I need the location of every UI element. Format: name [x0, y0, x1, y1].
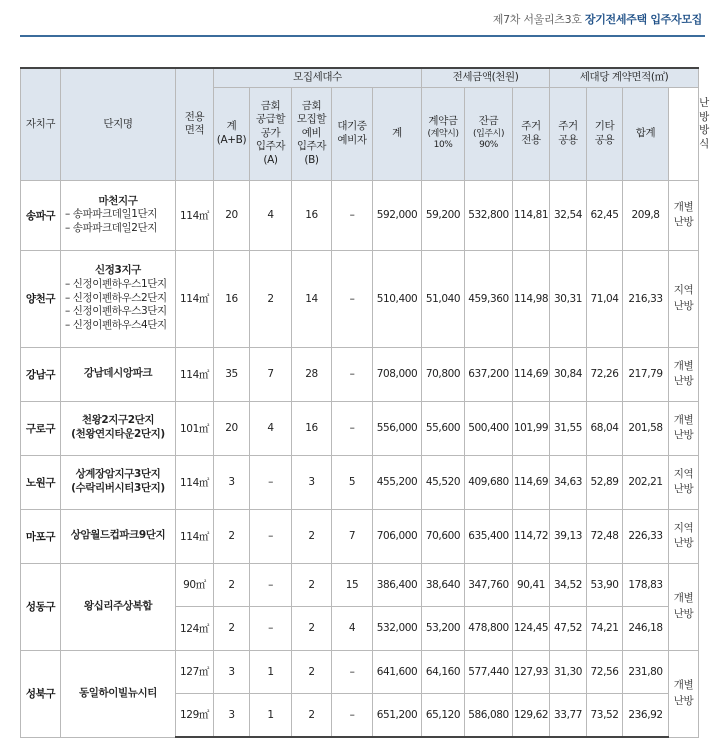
housing-table: 자치구 단지명 전용 면적 모집세대수 전세금액(천원) 세대당 계약면적(㎡) 난방 방식 계 (A+B) 금회 공급할 공가 입주자 (A) 금회 모집할 예비 입주자 (B) 대기중 예비자 계 계약금 (계약시) 10% 잔금 (입주시) 90% 주거 전용 주거 공용 기타 공용 합계 송파구 마천지구 – 송파파크데일1단지 – 송파파크데일2단지 114㎡ 20 4 16 – 592,000 59,200 532,800 114,81 32,54 62,45 209,8 개별 난방 양천구 신정3지구 – 신정이펜하우스1단지 – 신정이펜하우스2단지 – 신정이펜하우스3단지 – 신정이펜하우스4단지 114㎡ 16 2 14 – 510,400 51,040 459,360 114,98 30,31 71,04 216,33 지역 난방 강남구 강남데시앙파크 114㎡ 35 7 28 – 708,000 70,800 637,200 114,69 30,84 72,26 217,79 개별 난방 구로구 천왕2지구2단지 (천왕연지타운2단지) 101㎡ 20 4 16 – 556,000 55,600 500,400 101,99 31,55 68,04 201,58 개별 난방 노원구 상계장암지구3단지 (수락리버시티3단지) 114㎡ 3 – 3 5 455,200 45,520 409,680 114,69 34,63 52,89 202,21 지역 난방 마포구 상암월드컵파크9단지 114㎡ 2 – 2 7 706,000 70,600 635,400 114,72 39,13 72,48 226,33 지역 난방 성동구 왕십리주상복합 90㎡ 2 – 2 15 386,400 38,640 347,760 90,41 34,52 53,90 178,83 개별 난방 124㎡ 2 – 2 4 532,000 53,200 478,800 124,45 47,52 74,21 246,18 성북구 동일하이빌뉴시티 127㎡ 3 1 2 – 641,600 64,160 577,440 127,93 31,30 72,56 231,80 개별 난방 129㎡ 3 1 2 – 651,200 65,120 586,080 129,62 33,77 73,52 236,92 — [20, 67, 699, 738]
cell-res-excl: 114,69 — [513, 347, 550, 401]
cell-balance: 586,080 — [465, 693, 513, 737]
cell-other: 72,56 — [587, 650, 623, 693]
cell-area: 114㎡ — [176, 509, 214, 563]
cell-balance: 637,200 — [465, 347, 513, 401]
heating-cell: 개별 난방 — [669, 563, 699, 650]
cell-b: 2 — [292, 693, 332, 737]
cell-sum: 226,33 — [623, 509, 669, 563]
cell-area: 129㎡ — [176, 693, 214, 737]
complex-cell — [61, 650, 176, 737]
cell-balance: 500,400 — [465, 401, 513, 455]
header-divider — [20, 35, 705, 37]
complex-cell — [61, 347, 176, 401]
cell-res-excl: 114,81 — [513, 180, 550, 250]
table-row — [21, 650, 699, 693]
cell-total: 20 — [214, 180, 250, 250]
cell-deposit: 45,520 — [422, 455, 465, 509]
heating-cell: 개별 난방 — [669, 347, 699, 401]
complex-cell — [61, 401, 176, 455]
district-cell: 송파구 — [21, 180, 61, 250]
cell-balance: 478,800 — [465, 606, 513, 650]
cell-price-total: 708,000 — [373, 347, 422, 401]
cell-a: 1 — [250, 650, 292, 693]
cell-a: 2 — [250, 250, 292, 347]
cell-price-total: 651,200 — [373, 693, 422, 737]
cell-res-excl: 90,41 — [513, 563, 550, 606]
cell-deposit: 38,640 — [422, 563, 465, 606]
table-row — [21, 180, 699, 250]
cell-res-common: 30,31 — [550, 250, 587, 347]
cell-sum: 202,21 — [623, 455, 669, 509]
cell-price-total: 532,000 — [373, 606, 422, 650]
heating-cell: 개별 난방 — [669, 650, 699, 737]
cell-balance: 532,800 — [465, 180, 513, 250]
col-price-deposit-sub: (계약시) 10% — [427, 128, 459, 151]
cell-price-total: 556,000 — [373, 401, 422, 455]
cell-sum: 216,33 — [623, 250, 669, 347]
col-price-deposit — [422, 87, 465, 180]
heating-cell: 지역 난방 — [669, 250, 699, 347]
header-prefix: 제7차 서울리츠3호 — [492, 13, 582, 26]
col-price-balance-label: 잔금 — [478, 115, 499, 128]
complex-cell — [61, 250, 176, 347]
complex-name: 왕십리주상복합 — [83, 599, 153, 612]
cell-res-excl: 124,45 — [513, 606, 550, 650]
table-row — [21, 347, 699, 401]
cell-deposit: 65,120 — [422, 693, 465, 737]
cell-deposit: 51,040 — [422, 250, 465, 347]
complex-name: 신정3지구 — [95, 264, 141, 277]
complex-name: 상계장암지구3단지 (수락리버시티3단지) — [71, 468, 165, 494]
cell-a: – — [250, 606, 292, 650]
cell-sum: 231,80 — [623, 650, 669, 693]
col-price-balance — [465, 87, 513, 180]
district-cell: 강남구 — [21, 347, 61, 401]
cell-a: 1 — [250, 693, 292, 737]
cell-sum: 201,58 — [623, 401, 669, 455]
col-group-price: 전세금액(천원) — [422, 68, 550, 87]
cell-res-excl: 101,99 — [513, 401, 550, 455]
cell-price-total: 386,400 — [373, 563, 422, 606]
page-header — [0, 0, 725, 40]
col-price-total: 계 — [373, 87, 422, 180]
cell-wait: 4 — [332, 606, 373, 650]
cell-deposit: 64,160 — [422, 650, 465, 693]
col-recruit-wait: 대기중 예비자 — [332, 87, 373, 180]
cell-a: 4 — [250, 401, 292, 455]
cell-res-common: 34,52 — [550, 563, 587, 606]
cell-wait: – — [332, 347, 373, 401]
col-complex: 단지명 — [61, 68, 176, 180]
col-area-res-common: 주거 공용 — [550, 87, 587, 180]
district-cell: 성북구 — [21, 650, 61, 737]
heating-cell: 지역 난방 — [669, 455, 699, 509]
cell-res-common: 39,13 — [550, 509, 587, 563]
cell-balance: 459,360 — [465, 250, 513, 347]
col-district: 자치구 — [21, 68, 61, 180]
cell-deposit: 59,200 — [422, 180, 465, 250]
cell-a: – — [250, 509, 292, 563]
cell-area: 114㎡ — [176, 347, 214, 401]
cell-wait: – — [332, 401, 373, 455]
cell-b: 2 — [292, 563, 332, 606]
heating-cell: 개별 난방 — [669, 180, 699, 250]
col-recruit-b: 금회 모집할 예비 입주자 (B) — [292, 87, 332, 180]
district-cell: 노원구 — [21, 455, 61, 509]
col-area: 전용 면적 — [176, 68, 214, 180]
district-cell: 구로구 — [21, 401, 61, 455]
cell-res-excl: 114,72 — [513, 509, 550, 563]
cell-price-total: 592,000 — [373, 180, 422, 250]
sub-complex-name: – 송파파크데일2단지 — [65, 221, 158, 234]
district-cell: 성동구 — [21, 563, 61, 650]
cell-wait: – — [332, 693, 373, 737]
complex-cell — [61, 563, 176, 650]
cell-total: 2 — [214, 509, 250, 563]
complex-cell — [61, 455, 176, 509]
col-group-contract-area: 세대당 계약면적(㎡) — [550, 68, 699, 87]
cell-total: 20 — [214, 401, 250, 455]
cell-a: – — [250, 455, 292, 509]
cell-res-excl: 129,62 — [513, 693, 550, 737]
col-recruit-total: 계 (A+B) — [214, 87, 250, 180]
sub-complex-name: – 신정이펜하우스1단지 — [65, 278, 167, 291]
cell-total: 2 — [214, 563, 250, 606]
cell-other: 72,48 — [587, 509, 623, 563]
col-price-deposit-label: 계약금 — [428, 115, 458, 128]
cell-other: 62,45 — [587, 180, 623, 250]
cell-area: 124㎡ — [176, 606, 214, 650]
district-cell: 마포구 — [21, 509, 61, 563]
table-row — [21, 250, 699, 347]
table-row — [21, 563, 699, 606]
cell-other: 53,90 — [587, 563, 623, 606]
cell-res-common: 31,30 — [550, 650, 587, 693]
cell-sum: 246,18 — [623, 606, 669, 650]
cell-res-common: 33,77 — [550, 693, 587, 737]
cell-price-total: 641,600 — [373, 650, 422, 693]
district-cell: 양천구 — [21, 250, 61, 347]
cell-area: 114㎡ — [176, 455, 214, 509]
cell-b: 2 — [292, 650, 332, 693]
cell-other: 72,26 — [587, 347, 623, 401]
cell-total: 35 — [214, 347, 250, 401]
col-area-res-excl: 주거 전용 — [513, 87, 550, 180]
sub-complex-name: – 신정이펜하우스3단지 — [65, 305, 167, 318]
cell-total: 2 — [214, 606, 250, 650]
col-group-recruit: 모집세대수 — [214, 68, 422, 87]
cell-sum: 236,92 — [623, 693, 669, 737]
cell-total: 3 — [214, 693, 250, 737]
cell-res-common: 47,52 — [550, 606, 587, 650]
cell-res-common: 34,63 — [550, 455, 587, 509]
cell-other: 73,52 — [587, 693, 623, 737]
table-row — [21, 509, 699, 563]
cell-area: 114㎡ — [176, 250, 214, 347]
header-title: 장기전세주택 입주자모집 — [584, 13, 702, 26]
cell-deposit: 70,800 — [422, 347, 465, 401]
complex-cell — [61, 509, 176, 563]
cell-res-excl: 114,69 — [513, 455, 550, 509]
cell-deposit: 70,600 — [422, 509, 465, 563]
cell-total: 3 — [214, 650, 250, 693]
cell-area: 90㎡ — [176, 563, 214, 606]
cell-wait: – — [332, 250, 373, 347]
complex-name: 강남데시앙파크 — [83, 367, 153, 380]
sub-complex-name: – 신정이펜하우스4단지 — [65, 318, 167, 331]
complex-name: 동일하이빌뉴시티 — [79, 686, 157, 699]
col-price-balance-sub: (입주시) 90% — [472, 128, 505, 151]
complex-name: 천왕2지구2단지 (천왕연지타운2단지) — [71, 414, 165, 440]
table-row — [21, 455, 699, 509]
sub-complex-name: – 신정이펜하우스2단지 — [65, 291, 167, 304]
cell-wait: 5 — [332, 455, 373, 509]
cell-sum: 209,8 — [623, 180, 669, 250]
cell-deposit: 53,200 — [422, 606, 465, 650]
table-row — [21, 401, 699, 455]
cell-b: 16 — [292, 401, 332, 455]
cell-balance: 347,760 — [465, 563, 513, 606]
complex-name: 마천지구 — [98, 194, 138, 207]
cell-wait: – — [332, 180, 373, 250]
cell-sum: 178,83 — [623, 563, 669, 606]
cell-total: 3 — [214, 455, 250, 509]
cell-area: 101㎡ — [176, 401, 214, 455]
cell-sum: 217,79 — [623, 347, 669, 401]
cell-a: 7 — [250, 347, 292, 401]
cell-area: 114㎡ — [176, 180, 214, 250]
cell-wait: 7 — [332, 509, 373, 563]
cell-price-total: 455,200 — [373, 455, 422, 509]
cell-other: 74,21 — [587, 606, 623, 650]
col-area-other: 기타 공용 — [587, 87, 623, 180]
cell-balance: 577,440 — [465, 650, 513, 693]
cell-wait: – — [332, 650, 373, 693]
cell-b: 2 — [292, 509, 332, 563]
complex-cell — [61, 180, 176, 250]
sub-complex-name: – 송파파크데일1단지 — [65, 208, 158, 221]
cell-deposit: 55,600 — [422, 401, 465, 455]
col-area-sum: 합계 — [623, 87, 669, 180]
cell-res-common: 32,54 — [550, 180, 587, 250]
cell-other: 68,04 — [587, 401, 623, 455]
cell-wait: 15 — [332, 563, 373, 606]
complex-name: 상암월드컵파크9단지 — [70, 529, 166, 542]
cell-res-common: 31,55 — [550, 401, 587, 455]
cell-res-common: 30,84 — [550, 347, 587, 401]
heating-cell: 지역 난방 — [669, 509, 699, 563]
cell-price-total: 510,400 — [373, 250, 422, 347]
table-body — [21, 180, 699, 737]
cell-b: 3 — [292, 455, 332, 509]
cell-balance: 635,400 — [465, 509, 513, 563]
cell-a: – — [250, 563, 292, 606]
cell-other: 71,04 — [587, 250, 623, 347]
cell-b: 28 — [292, 347, 332, 401]
col-recruit-a: 금회 공급할 공가 입주자 (A) — [250, 87, 292, 180]
header-title-line — [493, 11, 702, 27]
cell-b: 2 — [292, 606, 332, 650]
cell-b: 14 — [292, 250, 332, 347]
cell-res-excl: 114,98 — [513, 250, 550, 347]
cell-a: 4 — [250, 180, 292, 250]
heating-cell: 개별 난방 — [669, 401, 699, 455]
cell-b: 16 — [292, 180, 332, 250]
cell-res-excl: 127,93 — [513, 650, 550, 693]
cell-balance: 409,680 — [465, 455, 513, 509]
cell-area: 127㎡ — [176, 650, 214, 693]
cell-other: 52,89 — [587, 455, 623, 509]
cell-price-total: 706,000 — [373, 509, 422, 563]
cell-total: 16 — [214, 250, 250, 347]
